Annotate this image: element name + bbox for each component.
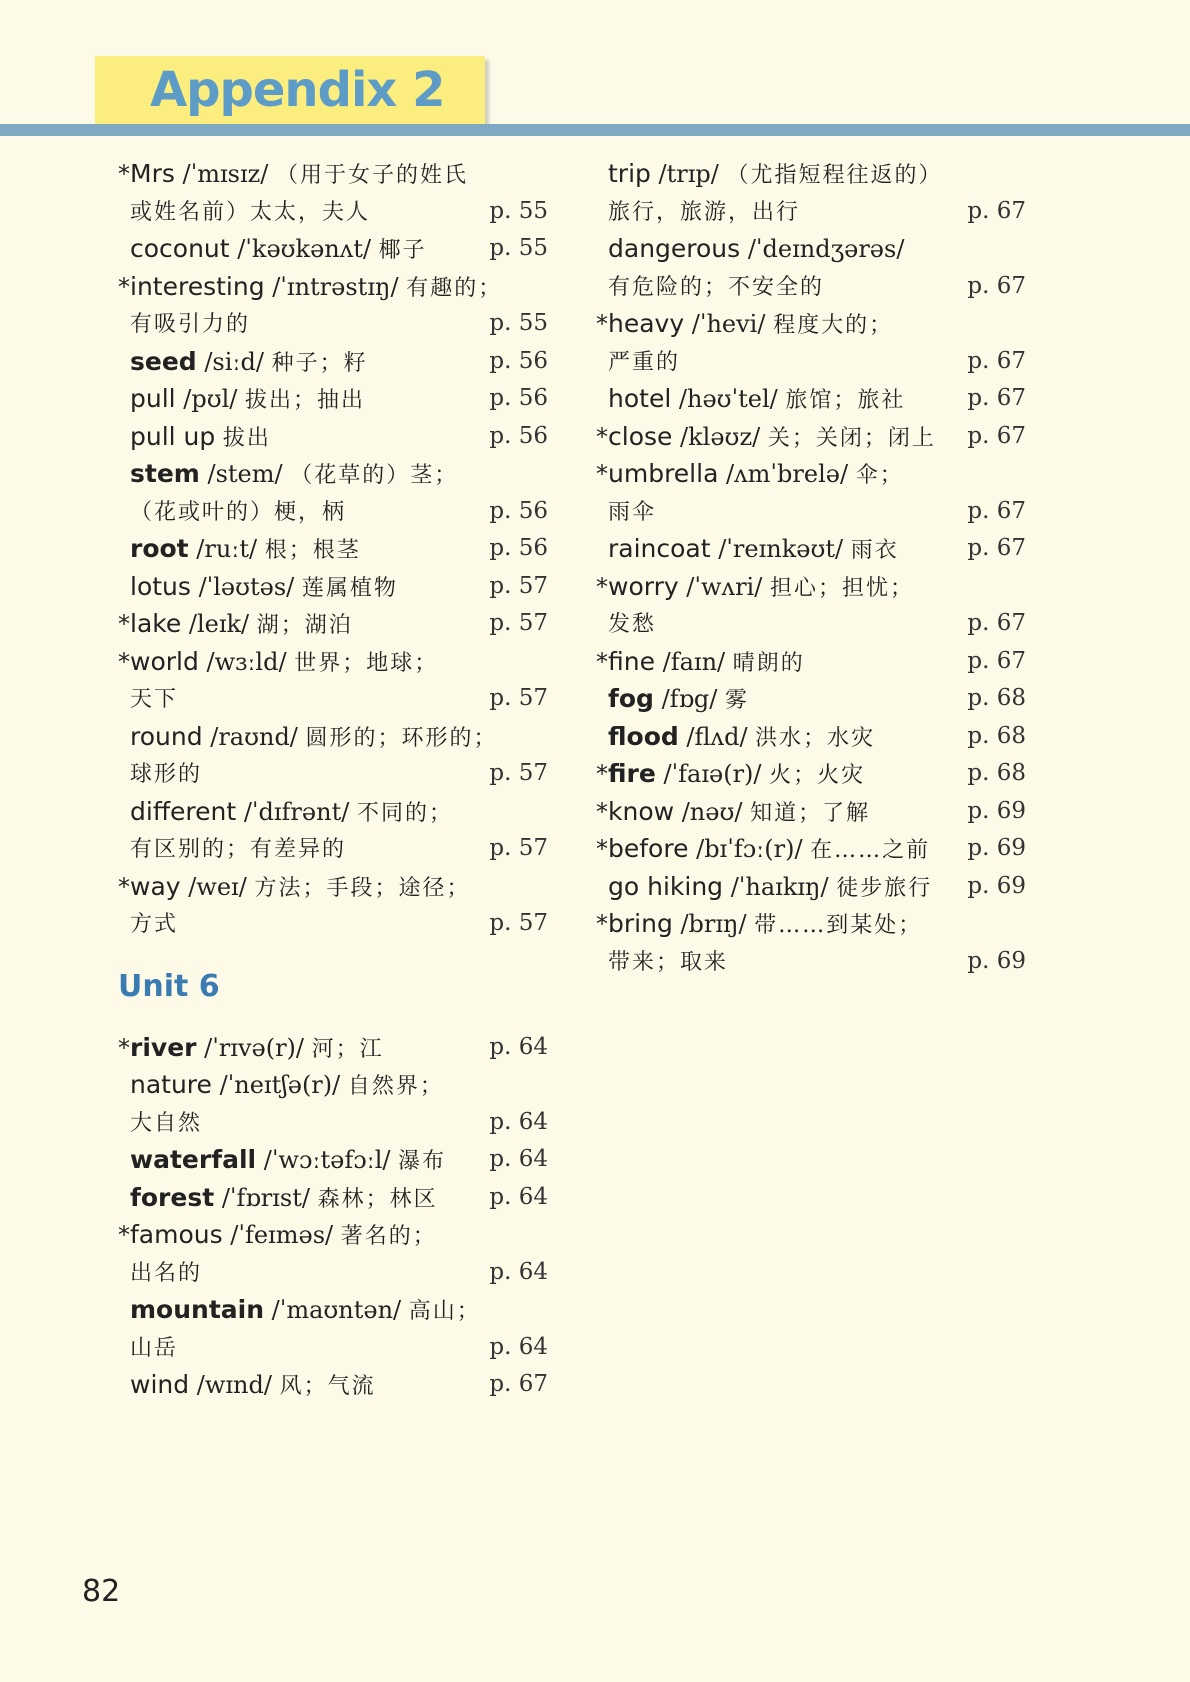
entry-definition: 天下 bbox=[130, 687, 179, 712]
entry-definition: 伞； bbox=[855, 463, 904, 488]
vocab-entry bbox=[118, 1179, 548, 1217]
vocab-entry bbox=[596, 530, 1026, 568]
entry-line bbox=[118, 868, 548, 906]
entry-word: way bbox=[130, 871, 181, 901]
entry-line bbox=[596, 455, 1026, 493]
entry-phonetic: /flʌd/ bbox=[686, 722, 748, 751]
entry-word: flood bbox=[608, 721, 679, 751]
vocab-entry bbox=[118, 343, 548, 381]
entry-word: pull bbox=[130, 384, 176, 413]
entry-word: umbrella bbox=[608, 459, 719, 488]
entry-word: different bbox=[130, 796, 237, 826]
entry-word: nature bbox=[130, 1070, 212, 1099]
entry-phonetic: /ˈləʊtəs/ bbox=[198, 572, 295, 601]
entry-page-ref: p. 64 bbox=[489, 1146, 548, 1172]
entry-definition: 大自然 bbox=[130, 1110, 203, 1136]
entry-line bbox=[596, 868, 1026, 906]
entry-definition: （花草的）茎； bbox=[290, 463, 459, 488]
entry-definition: 山岳 bbox=[130, 1335, 179, 1361]
left-column bbox=[118, 155, 548, 1404]
entry-phonetic: /ruːt/ bbox=[196, 535, 258, 563]
entry-line bbox=[596, 643, 1026, 681]
entry-star: * bbox=[596, 835, 608, 863]
vocab-entry bbox=[118, 568, 548, 606]
entry-page-ref: p. 57 bbox=[489, 910, 548, 936]
entry-word: stem bbox=[130, 459, 200, 488]
entry-phonetic: /ˈwʌri/ bbox=[686, 572, 763, 601]
entry-definition: 雾 bbox=[725, 688, 750, 713]
appendix-title-box bbox=[95, 56, 485, 124]
entry-definition: 程度大的； bbox=[773, 313, 894, 338]
entry-phonetic: /bɪˈfɔː(r)/ bbox=[696, 835, 803, 863]
entry-definition: 有危险的；不安全的 bbox=[608, 274, 825, 300]
entry-phonetic: /nəʊ/ bbox=[681, 797, 743, 826]
vocab-entry bbox=[596, 643, 1026, 681]
vocab-entry bbox=[596, 680, 1026, 718]
entry-word: raincoat bbox=[608, 534, 711, 563]
entry-word: before bbox=[608, 834, 689, 863]
entry-definition: 关；关闭；闭上 bbox=[767, 425, 936, 451]
entry-line bbox=[596, 380, 1026, 418]
entry-line bbox=[596, 418, 1026, 456]
entry-phonetic: /ˈfaɪə(r)/ bbox=[663, 760, 762, 788]
entry-phonetic: /ˈwɔːtəfɔːl/ bbox=[263, 1146, 391, 1174]
entry-definition: 严重的 bbox=[608, 349, 681, 375]
entry-definition: 带来；取来 bbox=[608, 949, 729, 975]
entry-star: * bbox=[118, 1221, 130, 1249]
entry-page-ref: p. 56 bbox=[489, 497, 548, 524]
entry-line bbox=[118, 1141, 548, 1179]
entry-definition: 瀑布 bbox=[398, 1149, 447, 1174]
vocab-entry bbox=[118, 155, 548, 230]
entry-word: go hiking bbox=[608, 871, 724, 901]
entry-definition: 拔出；抽出 bbox=[244, 388, 365, 413]
entry-phonetic: /siːd/ bbox=[204, 347, 264, 376]
entry-page-ref: p. 67 bbox=[967, 385, 1026, 411]
entry-phonetic: /ˈdeɪndʒərəs/ bbox=[747, 235, 905, 263]
vocab-entry bbox=[118, 230, 548, 268]
page-number: 82 bbox=[82, 1574, 121, 1609]
entry-phonetic: /ˈɪntrəstɪŋ/ bbox=[272, 272, 399, 301]
entry-page-ref: p. 67 bbox=[489, 1371, 548, 1397]
entry-phonetic: /pʊl/ bbox=[183, 385, 238, 413]
entry-word: round bbox=[130, 721, 203, 751]
entry-line bbox=[596, 568, 1026, 606]
entry-line bbox=[118, 380, 548, 418]
entry-star: * bbox=[118, 160, 130, 188]
entry-word: wind bbox=[130, 1370, 190, 1399]
entry-phonetic: /həʊˈtel/ bbox=[678, 385, 778, 413]
entry-line bbox=[118, 605, 548, 643]
entry-word: root bbox=[130, 534, 189, 563]
entry-page-ref: p. 55 bbox=[489, 310, 548, 336]
entry-page-ref: p. 67 bbox=[967, 422, 1026, 449]
entry-phonetic: /stem/ bbox=[207, 460, 283, 488]
entry-line bbox=[118, 1216, 548, 1254]
entry-line bbox=[596, 905, 1026, 943]
entry-definition: 世界；地球； bbox=[294, 650, 439, 676]
left-entry-list bbox=[118, 155, 548, 943]
vocab-entry bbox=[118, 530, 548, 568]
entry-page-ref: p. 68 bbox=[967, 760, 1026, 786]
entry-star: * bbox=[596, 572, 608, 601]
entry-page-ref: p. 64 bbox=[489, 1033, 548, 1060]
entry-definition: 在……之前 bbox=[810, 838, 931, 863]
vocab-entry bbox=[118, 643, 548, 718]
vocab-entry bbox=[596, 380, 1026, 418]
entry-phonetic: /ˈhaɪkɪŋ/ bbox=[730, 872, 829, 901]
entry-definition: 拔出 bbox=[222, 425, 271, 451]
entry-word: know bbox=[608, 796, 675, 826]
entry-word: trip bbox=[608, 159, 651, 188]
entry-definition: 带……到某处； bbox=[754, 913, 923, 938]
entry-page-ref: p. 67 bbox=[967, 347, 1026, 374]
entry-page-ref: p. 57 bbox=[489, 835, 548, 861]
vocab-entry bbox=[118, 1291, 548, 1366]
unit6-entry-list bbox=[118, 1029, 548, 1404]
entry-page-ref: p. 56 bbox=[489, 347, 548, 374]
right-column bbox=[596, 155, 1026, 980]
entry-line bbox=[118, 793, 548, 831]
vocab-entry bbox=[596, 905, 1026, 980]
vocab-entry bbox=[118, 1141, 548, 1179]
entry-line bbox=[118, 305, 548, 343]
entry-phonetic: /ˈfɒrɪst/ bbox=[221, 1183, 310, 1212]
entry-phonetic: /ˈneɪtʃə(r)/ bbox=[219, 1071, 341, 1099]
vocab-entry bbox=[118, 418, 548, 456]
entry-star: * bbox=[596, 422, 608, 451]
entry-page-ref: p. 67 bbox=[967, 272, 1026, 299]
entry-definition: 方式 bbox=[130, 912, 179, 937]
entry-definition: 高山； bbox=[408, 1299, 481, 1324]
entry-line bbox=[596, 718, 1026, 756]
entry-line bbox=[118, 718, 548, 756]
entry-page-ref: p. 67 bbox=[967, 647, 1026, 674]
entry-line bbox=[118, 493, 548, 531]
entry-line bbox=[596, 230, 1026, 268]
entry-page-ref: p. 67 bbox=[967, 610, 1026, 636]
entry-line bbox=[118, 455, 548, 493]
entry-phonetic: /ʌmˈbrelə/ bbox=[726, 460, 849, 488]
vocab-entry bbox=[596, 718, 1026, 756]
entry-page-ref: p. 57 bbox=[489, 610, 548, 636]
entry-definition: 担心；担忧； bbox=[769, 575, 914, 601]
vocab-entry bbox=[118, 718, 548, 793]
entry-line bbox=[118, 418, 548, 456]
vocab-entry bbox=[118, 380, 548, 418]
entry-word: forest bbox=[130, 1182, 215, 1212]
entry-phonetic: /raʊnd/ bbox=[210, 722, 298, 751]
vocab-entry bbox=[596, 868, 1026, 906]
entry-line bbox=[596, 268, 1026, 306]
entry-phonetic: /wɪnd/ bbox=[196, 1371, 272, 1399]
entry-definition: （尤指短程往返的） bbox=[726, 163, 943, 188]
vocab-entry bbox=[118, 1216, 548, 1291]
entry-definition: 雨衣 bbox=[850, 538, 899, 563]
entry-phonetic: /leɪk/ bbox=[188, 610, 250, 638]
entry-line bbox=[118, 1329, 548, 1367]
entry-line bbox=[596, 755, 1026, 793]
entry-definition: 洪水；水灾 bbox=[755, 725, 876, 751]
entry-phonetic: /ˈkəʊkənʌt/ bbox=[237, 235, 372, 263]
entry-definition: 旅馆；旅社 bbox=[785, 388, 906, 413]
entry-star: * bbox=[596, 760, 608, 788]
entry-line bbox=[596, 943, 1026, 981]
entry-phonetic: /fɒg/ bbox=[661, 685, 718, 713]
entry-word: close bbox=[608, 421, 673, 451]
entry-line bbox=[118, 568, 548, 606]
entry-line bbox=[118, 1254, 548, 1292]
entry-star: * bbox=[596, 647, 608, 676]
entry-phonetic: /trɪp/ bbox=[658, 160, 719, 188]
entry-definition: 有趣的； bbox=[406, 275, 503, 301]
vocab-entry bbox=[596, 568, 1026, 643]
entry-definition: 风；气流 bbox=[279, 1374, 376, 1399]
entry-word: bring bbox=[608, 909, 673, 938]
vocab-entry bbox=[596, 305, 1026, 380]
entry-page-ref: p. 64 bbox=[489, 1258, 548, 1285]
entry-line bbox=[118, 1179, 548, 1217]
vocab-entry bbox=[118, 868, 548, 943]
vocab-entry bbox=[596, 155, 1026, 230]
entry-definition: 圆形的；环形的； bbox=[305, 725, 498, 751]
entry-line bbox=[118, 1366, 548, 1404]
entry-line bbox=[118, 680, 548, 718]
entry-star: * bbox=[118, 1033, 130, 1062]
entry-line bbox=[118, 905, 548, 943]
unit-heading: Unit 6 bbox=[118, 968, 220, 1004]
entry-page-ref: p. 55 bbox=[489, 235, 548, 261]
vocab-entry bbox=[596, 230, 1026, 305]
entry-definition: 有吸引力的 bbox=[130, 312, 251, 337]
entry-definition: 自然界； bbox=[347, 1074, 444, 1099]
entry-line bbox=[118, 1066, 548, 1104]
entry-phonetic: /ˈmɪsɪz/ bbox=[182, 160, 269, 188]
right-entry-list bbox=[596, 155, 1026, 980]
vocab-entry bbox=[596, 455, 1026, 530]
entry-page-ref: p. 67 bbox=[967, 497, 1026, 524]
entry-line bbox=[118, 1291, 548, 1329]
entry-definition: 森林；林区 bbox=[317, 1186, 438, 1212]
entry-word: world bbox=[130, 646, 199, 676]
entry-page-ref: p. 68 bbox=[967, 722, 1026, 749]
entry-star: * bbox=[118, 647, 130, 676]
vocab-entry bbox=[118, 1366, 548, 1404]
vocab-entry bbox=[596, 793, 1026, 831]
entry-definition: 种子；籽 bbox=[271, 350, 368, 376]
entry-line bbox=[118, 343, 548, 381]
entry-line bbox=[118, 755, 548, 793]
entry-definition: 莲属植物 bbox=[301, 575, 398, 601]
entry-page-ref: p. 64 bbox=[489, 1333, 548, 1360]
entry-word: coconut bbox=[130, 234, 230, 263]
entry-definition: 徒步旅行 bbox=[836, 875, 933, 901]
entry-word: lake bbox=[130, 609, 182, 638]
entry-definition: 雨伞 bbox=[608, 499, 657, 525]
entry-page-ref: p. 64 bbox=[489, 1108, 548, 1135]
entry-word: worry bbox=[608, 571, 679, 601]
entry-definition: 河；江 bbox=[311, 1036, 384, 1062]
entry-word: fine bbox=[608, 646, 655, 676]
entry-definition: （花或叶的）梗，柄 bbox=[130, 499, 347, 525]
entry-line bbox=[118, 1029, 548, 1067]
entry-page-ref: p. 56 bbox=[489, 385, 548, 411]
entry-phonetic: /ˈhevi/ bbox=[691, 310, 766, 338]
vocab-entry bbox=[118, 1029, 548, 1067]
entry-page-ref: p. 69 bbox=[967, 797, 1026, 824]
vocab-entry bbox=[118, 793, 548, 868]
entry-page-ref: p. 67 bbox=[967, 197, 1026, 224]
entry-page-ref: p. 56 bbox=[489, 535, 548, 561]
entry-star: * bbox=[118, 872, 130, 901]
entry-line bbox=[596, 193, 1026, 231]
entry-word: interesting bbox=[130, 271, 265, 301]
entry-page-ref: p. 57 bbox=[489, 572, 548, 599]
entry-definition: 或姓名前）太太，夫人 bbox=[130, 199, 371, 225]
entry-line bbox=[118, 268, 548, 306]
entry-definition: 出名的 bbox=[130, 1260, 203, 1286]
vocab-entry bbox=[596, 755, 1026, 793]
entry-line bbox=[596, 605, 1026, 643]
entry-word: dangerous bbox=[608, 234, 741, 263]
entry-definition: 方法；手段；途径； bbox=[254, 875, 471, 901]
entry-line bbox=[596, 343, 1026, 381]
entry-word: seed bbox=[130, 346, 197, 376]
entry-definition: 知道；了解 bbox=[750, 800, 871, 826]
entry-star: * bbox=[118, 610, 130, 638]
entry-page-ref: p. 69 bbox=[967, 947, 1026, 974]
entry-definition: 旅行，旅游，出行 bbox=[608, 199, 801, 225]
entry-phonetic: /ˈreɪnkəʊt/ bbox=[718, 535, 844, 563]
entry-line bbox=[596, 530, 1026, 568]
entry-line bbox=[118, 230, 548, 268]
entry-phonetic: /kləʊz/ bbox=[680, 422, 761, 451]
entry-word: pull up bbox=[130, 421, 216, 451]
entry-definition: 椰子 bbox=[378, 238, 427, 263]
page-title: Appendix 2 bbox=[150, 62, 445, 118]
entry-phonetic: /ˈfeɪməs/ bbox=[230, 1221, 334, 1249]
vocab-entry bbox=[596, 830, 1026, 868]
header-rule bbox=[0, 124, 1190, 136]
entry-definition: 著名的； bbox=[340, 1224, 437, 1249]
vocab-entry bbox=[118, 605, 548, 643]
entry-page-ref: p. 64 bbox=[489, 1183, 548, 1210]
entry-page-ref: p. 57 bbox=[489, 760, 548, 786]
entry-word: Mrs bbox=[130, 159, 175, 188]
entry-line bbox=[118, 193, 548, 231]
entry-line bbox=[596, 305, 1026, 343]
entry-word: lotus bbox=[130, 571, 191, 601]
entry-line bbox=[118, 643, 548, 681]
entry-line bbox=[596, 793, 1026, 831]
entry-definition: 湖；湖泊 bbox=[256, 613, 353, 638]
vocab-entry bbox=[596, 418, 1026, 456]
entry-phonetic: /wɜːld/ bbox=[206, 647, 287, 676]
entry-page-ref: p. 55 bbox=[489, 197, 548, 224]
entry-phonetic: /weɪ/ bbox=[188, 872, 247, 901]
entry-phonetic: /brɪŋ/ bbox=[680, 910, 747, 938]
entry-star: * bbox=[118, 272, 130, 301]
entry-star: * bbox=[596, 797, 608, 826]
entry-definition: 发愁 bbox=[608, 612, 657, 637]
entry-definition: 有区别的；有差异的 bbox=[130, 837, 347, 862]
entry-line bbox=[118, 530, 548, 568]
entry-star: * bbox=[596, 460, 608, 488]
entry-word: famous bbox=[130, 1220, 223, 1249]
entry-definition: 不同的； bbox=[356, 800, 453, 826]
entry-line bbox=[118, 1104, 548, 1142]
entry-definition: 球形的 bbox=[130, 762, 203, 787]
entry-line bbox=[118, 830, 548, 868]
entry-definition: 火；火灾 bbox=[769, 763, 866, 788]
vocab-entry bbox=[118, 268, 548, 343]
entry-word: mountain bbox=[130, 1295, 265, 1324]
entry-page-ref: p. 69 bbox=[967, 835, 1026, 861]
entry-definition: （用于女子的姓氏 bbox=[276, 163, 469, 188]
entry-page-ref: p. 68 bbox=[967, 685, 1026, 711]
entry-phonetic: /ˈmaʊntən/ bbox=[271, 1296, 402, 1324]
entry-definition: 根；根茎 bbox=[264, 538, 361, 563]
entry-word: fog bbox=[608, 684, 654, 713]
vocab-entry bbox=[118, 455, 548, 530]
entry-phonetic: /ˈdɪfrənt/ bbox=[243, 797, 350, 826]
entry-page-ref: p. 56 bbox=[489, 422, 548, 449]
entry-line bbox=[596, 155, 1026, 193]
vocab-entry bbox=[118, 1066, 548, 1141]
entry-page-ref: p. 67 bbox=[967, 535, 1026, 561]
entry-page-ref: p. 69 bbox=[967, 872, 1026, 899]
entry-word: heavy bbox=[608, 309, 685, 338]
entry-word: hotel bbox=[608, 384, 672, 413]
entry-phonetic: /ˈrɪvə(r)/ bbox=[204, 1033, 305, 1062]
entry-star: * bbox=[596, 310, 608, 338]
entry-line bbox=[596, 493, 1026, 531]
entry-word: fire bbox=[608, 759, 656, 788]
entry-line bbox=[118, 155, 548, 193]
entry-definition: 晴朗的 bbox=[732, 650, 805, 676]
entry-line bbox=[596, 830, 1026, 868]
entry-word: river bbox=[130, 1032, 197, 1062]
entry-page-ref: p. 57 bbox=[489, 685, 548, 711]
entry-word: waterfall bbox=[130, 1145, 257, 1174]
entry-line bbox=[596, 680, 1026, 718]
entry-star: * bbox=[596, 910, 608, 938]
entry-phonetic: /faɪn/ bbox=[662, 647, 726, 676]
